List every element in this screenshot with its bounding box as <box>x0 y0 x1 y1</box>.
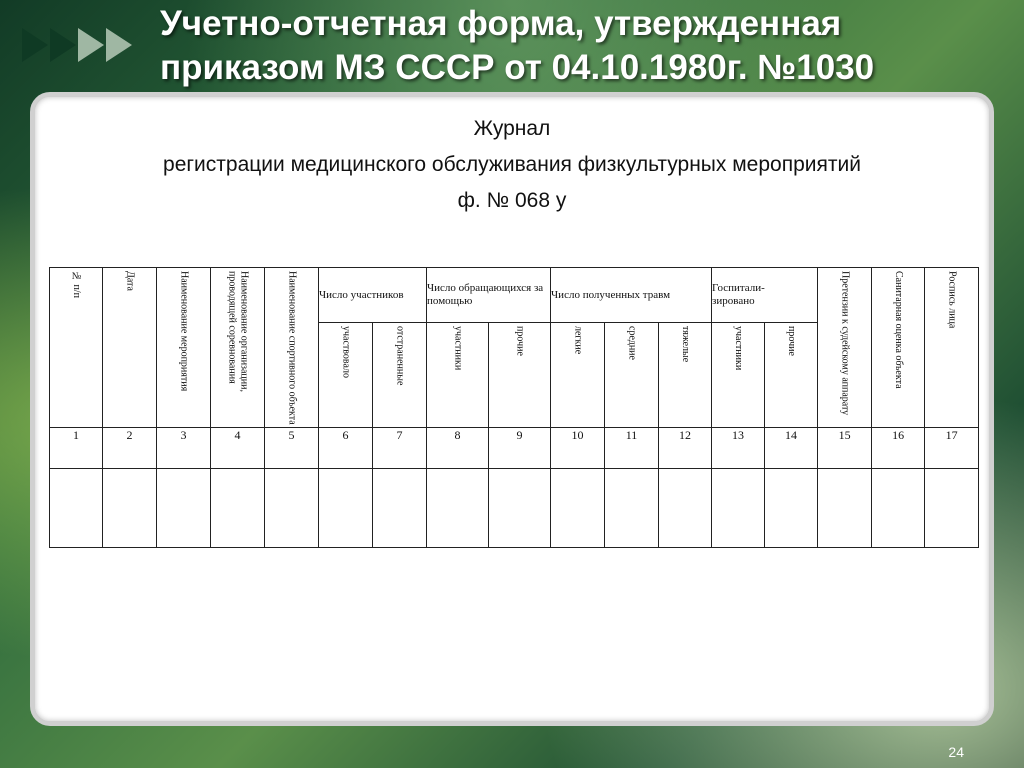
column-number: 6 <box>319 428 373 469</box>
header-cell <box>103 268 157 428</box>
table-cell <box>605 469 659 548</box>
journal-subtitle: регистрации медицинского обслуживания физкультурных мероприятий <box>163 153 861 176</box>
column-number: 1 <box>50 428 103 469</box>
header-cell <box>50 268 103 428</box>
table-cell <box>489 469 551 548</box>
page-number: 24 <box>948 744 964 760</box>
table-cell <box>319 469 373 548</box>
table-cell <box>872 469 925 548</box>
subheader-label: прочие <box>514 326 526 356</box>
subheader-cell <box>659 323 712 428</box>
header-label: Госпитали- зировано <box>712 282 765 307</box>
arrow-icon <box>106 28 132 62</box>
header-group <box>427 268 551 323</box>
subheader-label: участники <box>452 326 464 371</box>
subheader-cell <box>765 323 818 428</box>
header-label: Роспись лица <box>946 271 958 329</box>
header-label: Число обращающихся за помощью <box>427 282 544 307</box>
slide-title-line1: Учетно-отчетная форма, утвержденная <box>160 4 842 43</box>
subheader-label: участники <box>733 326 745 371</box>
table-cell <box>551 469 605 548</box>
header-group <box>712 268 818 323</box>
table-cell <box>925 469 979 548</box>
subheader-label: отстраненные <box>394 326 406 386</box>
slide-title <box>160 2 1010 90</box>
column-number: 10 <box>551 428 605 469</box>
content-panel <box>30 92 994 726</box>
header-cell <box>211 268 265 428</box>
header-label: Претензии к судейскому аппарату <box>839 271 851 416</box>
column-number: 5 <box>265 428 319 469</box>
subheader-cell <box>489 323 551 428</box>
column-number: 4 <box>211 428 265 469</box>
table-cell <box>765 469 818 548</box>
subheader-cell <box>427 323 489 428</box>
column-number: 3 <box>157 428 211 469</box>
slide-title-line2: приказом МЗ СССР от 04.10.1980г. №1030 <box>160 48 875 87</box>
header-row <box>50 268 979 323</box>
column-number: 9 <box>489 428 551 469</box>
arrow-icon <box>50 28 76 62</box>
column-number: 7 <box>373 428 427 469</box>
header-label: Наименование мероприятия <box>178 271 190 392</box>
header-label: Число участников <box>319 288 404 301</box>
column-number: 17 <box>925 428 979 469</box>
table-cell <box>373 469 427 548</box>
subheader-label: средние <box>626 326 638 360</box>
arrow-icon <box>22 28 48 62</box>
header-cell <box>157 268 211 428</box>
table-cell <box>265 469 319 548</box>
column-number: 8 <box>427 428 489 469</box>
column-number: 2 <box>103 428 157 469</box>
header-cell <box>925 268 979 428</box>
nav-arrows <box>22 28 132 62</box>
column-number: 11 <box>605 428 659 469</box>
table-cell <box>659 469 712 548</box>
header-label: № п/п <box>71 271 82 298</box>
subheader-cell <box>551 323 605 428</box>
arrow-icon <box>78 28 104 62</box>
subheader-cell <box>373 323 427 428</box>
header-label: Санитарная оценка объекта <box>893 271 905 389</box>
registration-table <box>49 267 979 548</box>
column-number: 14 <box>765 428 818 469</box>
subheader-label: тяжелые <box>680 326 692 363</box>
table-cell <box>157 469 211 548</box>
column-number: 15 <box>818 428 872 469</box>
subheader-cell <box>319 323 373 428</box>
column-number-row <box>50 428 979 469</box>
table-cell <box>427 469 489 548</box>
header-label: Число полученных травм <box>551 288 671 301</box>
table-cell <box>818 469 872 548</box>
header-cell <box>818 268 872 428</box>
subheader-cell <box>712 323 765 428</box>
subheader-label: участвовало <box>340 326 352 379</box>
table-row <box>50 469 979 548</box>
header-group <box>319 268 427 323</box>
column-number: 16 <box>872 428 925 469</box>
table-cell <box>211 469 265 548</box>
table-cell <box>103 469 157 548</box>
header-label: Наименование спортивного объекта <box>286 271 298 425</box>
journal-heading: Журнал <box>473 117 551 140</box>
header-cell <box>265 268 319 428</box>
subheader-cell <box>605 323 659 428</box>
header-cell <box>872 268 925 428</box>
subheader-label: прочие <box>786 326 798 356</box>
header-label: Дата <box>124 271 136 291</box>
column-number: 12 <box>659 428 712 469</box>
table-cell <box>712 469 765 548</box>
header-label: Наименование организации, проводящей соревнования <box>226 271 250 392</box>
subheader-label: легкие <box>572 326 584 355</box>
column-number: 13 <box>712 428 765 469</box>
table-cell <box>50 469 103 548</box>
form-number: ф. № 068 у <box>457 189 567 212</box>
header-group <box>551 268 712 323</box>
